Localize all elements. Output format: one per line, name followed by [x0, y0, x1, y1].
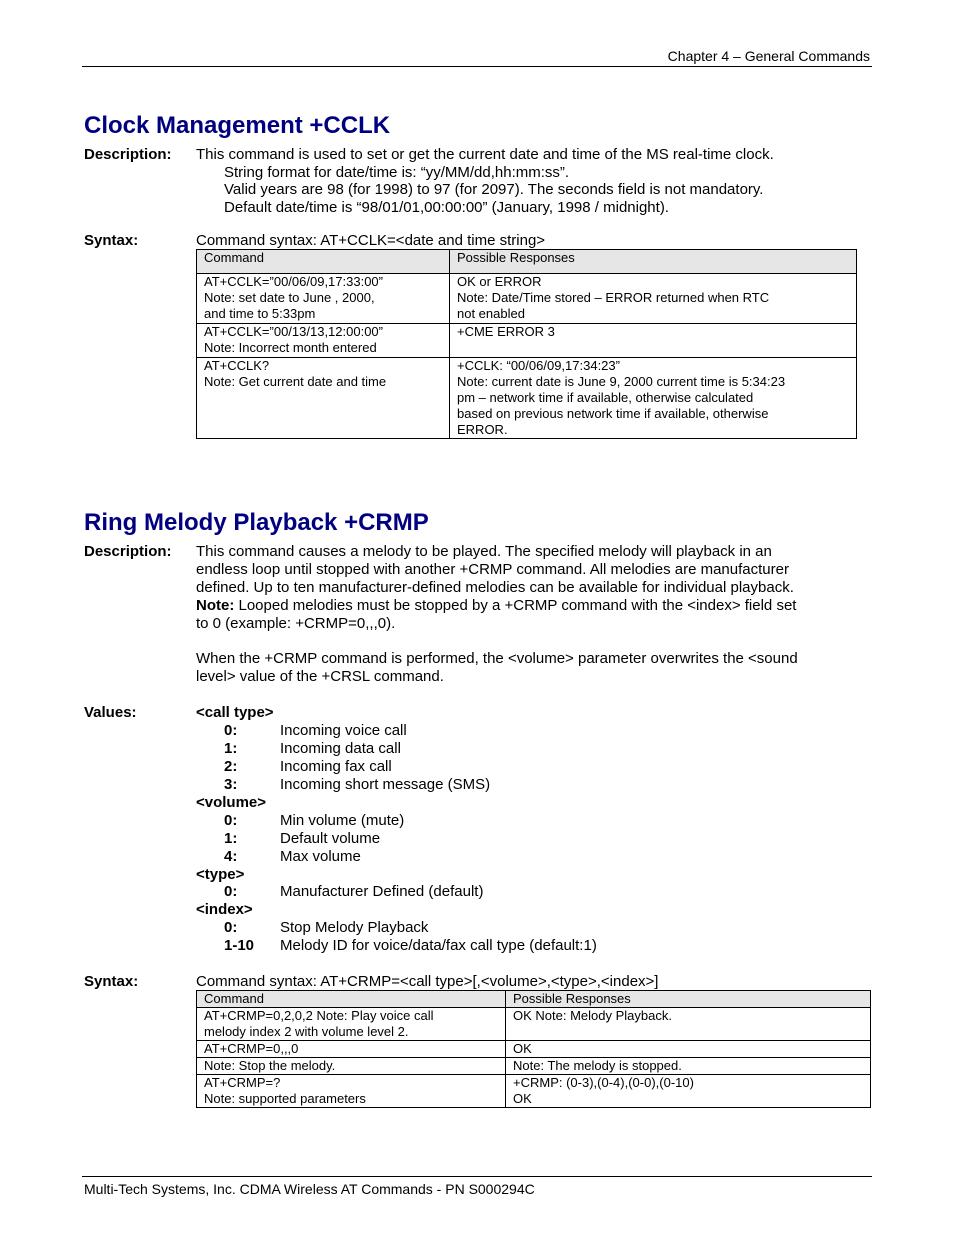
- crmp-description-line: This command causes a melody to be played. The specified melody will playback in an: [196, 543, 772, 560]
- cclk-description-line: String format for date/time is: “yy/MM/dd,hh:mm:ss”.: [224, 164, 570, 181]
- param-value-key: 0:: [224, 883, 238, 900]
- crmp-values-label: Values:: [84, 704, 137, 721]
- crmp-syntax-text: Command syntax: AT+CRMP=<call type>[,<volume>,<type>,<index>]: [196, 973, 659, 990]
- param-value-key: 3:: [224, 776, 238, 793]
- param-value-desc: Incoming voice call: [280, 722, 407, 739]
- table-header-row: [197, 991, 871, 1008]
- table-header-command: Command: [197, 991, 506, 1008]
- table-row: [197, 358, 857, 439]
- param-value-desc: Stop Melody Playback: [280, 919, 429, 936]
- param-value-key: 2:: [224, 758, 238, 775]
- page-footer-text: Multi-Tech Systems, Inc. CDMA Wireless AT Commands - PN S000294C: [84, 1181, 535, 1197]
- crmp-note-text: Looped melodies must be stopped by a +CRMP command with the <index> field set: [234, 597, 797, 614]
- page-header-chapter: Chapter 4 – General Commands: [667, 48, 870, 64]
- crmp-syntax-label: Syntax:: [84, 973, 139, 990]
- crmp-section-title: Ring Melody Playback +CRMP: [84, 509, 429, 536]
- crmp-paragraph-line: level> value of the +CRSL command.: [196, 668, 444, 685]
- crmp-description-line: defined. Up to ten manufacturer-defined melodies can be available for individual playback.: [196, 579, 794, 596]
- table-cell-response: +CCLK: “00/06/09,17:34:23” Note: current date is June 9, 2000 current time is 5:34:23 pm – network time if available, otherwise calculated based on previous network time if available, otherwise ERROR.: [450, 358, 857, 439]
- cclk-syntax-text: Command syntax: AT+CCLK=<date and time string>: [196, 232, 546, 249]
- table-cell-command: AT+CCLK=”00/13/13,12:00:00” Note: Incorrect month entered: [197, 324, 450, 358]
- param-name-type: <type>: [196, 866, 245, 883]
- param-value-key: 1:: [224, 830, 238, 847]
- param-name-index: <index>: [196, 901, 253, 918]
- cclk-syntax-label: Syntax:: [84, 232, 139, 249]
- param-value-desc: Min volume (mute): [280, 812, 405, 829]
- table-header-row: [197, 250, 857, 274]
- crmp-note-line: [196, 597, 796, 615]
- table-header-command: Command: [197, 250, 450, 274]
- param-value-key: 1-10: [224, 937, 255, 954]
- param-value-key: 0:: [224, 722, 238, 739]
- param-value-desc: Incoming short message (SMS): [280, 776, 491, 793]
- table-cell-response: +CME ERROR 3: [450, 324, 857, 358]
- param-value-key: 1:: [224, 740, 238, 757]
- param-value-desc: Incoming data call: [280, 740, 401, 757]
- table-row: [197, 1008, 871, 1041]
- cclk-description-line: Default date/time is “98/01/01,00:00:00” (January, 1998 / midnight).: [224, 199, 669, 216]
- param-value-desc: Incoming fax call: [280, 758, 392, 775]
- cclk-section-title: Clock Management +CCLK: [84, 112, 391, 139]
- table-cell-response: OK: [506, 1041, 871, 1058]
- cclk-description-line: This command is used to set or get the current date and time of the MS real-time clock.: [196, 146, 774, 163]
- crmp-command-table: [196, 990, 871, 1108]
- param-value-key: 0:: [224, 812, 238, 829]
- table-header-responses: Possible Responses: [506, 991, 871, 1008]
- table-cell-command: Note: Stop the melody.: [197, 1058, 506, 1075]
- crmp-note-label: Note:: [196, 597, 235, 614]
- param-value-key: 4:: [224, 848, 238, 865]
- table-cell-response: OK or ERROR Note: Date/Time stored – ERROR returned when RTC not enabled: [450, 274, 857, 324]
- crmp-description-line: endless loop until stopped with another +CRMP command. All melodies are manufacturer: [196, 561, 789, 578]
- table-cell-command: AT+CRMP=? Note: supported parameters: [197, 1075, 506, 1108]
- table-cell-response: Note: The melody is stopped.: [506, 1058, 871, 1075]
- table-cell-command: AT+CCLK? Note: Get current date and time: [197, 358, 450, 439]
- table-cell-response: +CRMP: (0-3),(0-4),(0-0),(0-10) OK: [506, 1075, 871, 1108]
- table-cell-command: AT+CCLK=”00/06/09,17:33:00” Note: set date to June , 2000, and time to 5:33pm: [197, 274, 450, 324]
- table-row: [197, 1041, 871, 1058]
- cclk-description-label: Description:: [84, 146, 172, 163]
- cclk-command-table: [196, 249, 857, 439]
- param-value-desc: Melody ID for voice/data/fax call type (default:1): [280, 937, 597, 954]
- footer-rule: [82, 1176, 872, 1177]
- param-value-desc: Default volume: [280, 830, 381, 847]
- header-rule: [82, 66, 872, 67]
- table-cell-response: OK Note: Melody Playback.: [506, 1008, 871, 1041]
- table-header-responses: Possible Responses: [450, 250, 857, 274]
- crmp-paragraph-line: When the +CRMP command is performed, the <volume> parameter overwrites the <sound: [196, 650, 798, 667]
- param-name-call-type: <call type>: [196, 704, 274, 721]
- crmp-description-label: Description:: [84, 543, 172, 560]
- table-row: [197, 324, 857, 358]
- param-name-volume: <volume>: [196, 794, 267, 811]
- param-value-key: 0:: [224, 919, 238, 936]
- crmp-note-line: to 0 (example: +CRMP=0,,,0).: [196, 615, 396, 632]
- table-cell-command: AT+CRMP=0,2,0,2 Note: Play voice call melody index 2 with volume level 2.: [197, 1008, 506, 1041]
- table-row: [197, 274, 857, 324]
- table-row: [197, 1058, 871, 1075]
- cclk-description-line: Valid years are 98 (for 1998) to 97 (for 2097). The seconds field is not mandatory.: [224, 181, 764, 198]
- param-value-desc: Max volume: [280, 848, 361, 865]
- table-row: [197, 1075, 871, 1108]
- table-cell-command: AT+CRMP=0,,,0: [197, 1041, 506, 1058]
- param-value-desc: Manufacturer Defined (default): [280, 883, 484, 900]
